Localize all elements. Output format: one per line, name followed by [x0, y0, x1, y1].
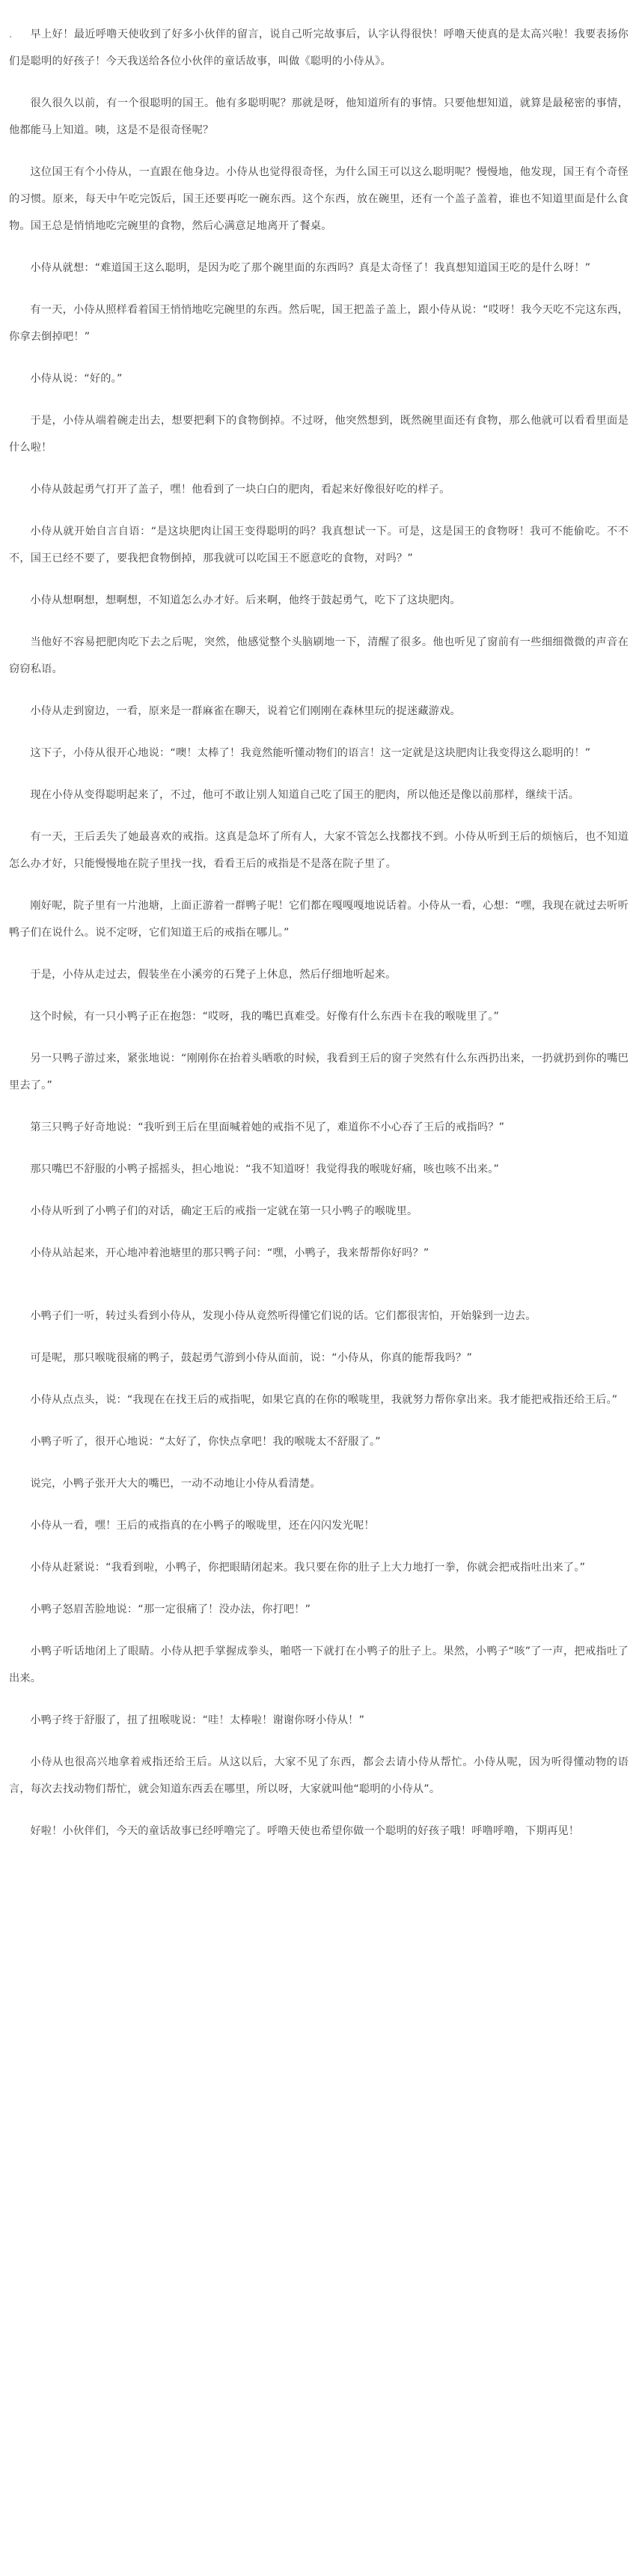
- story-paragraph: 小鸭子怒眉苦脸地说：“那一定很痛了！没办法，你打吧！”: [30, 1604, 311, 1616]
- story-paragraph: 这位国王有个小侍从，一直跟在他身边。小侍从也觉得很奇怪，为什么国王可以这么聪明呢？慢慢地，他发现，国王有个奇怪的习惯。原来，每天中午吃完饭后，国王还要再吃一碗东西。这个东西，放在碗里，还有一个盖子盖着，谁也不知道里面是什么食物。国王总是悄悄地吃完碗里的食物，然后心满意足地离开了餐桌。: [9, 166, 629, 232]
- story-paragraph: 小侍从鼓起勇气打开了盖子，嘿！他看到了一块白白的肥肉，看起来好像很好吃的样子。: [30, 484, 450, 496]
- story-paragraph: 现在小侍从变得聪明起来了，不过，他可不敢让别人知道自己吃了国王的肥肉，所以他还是像以前那样，继续干活。: [30, 789, 580, 801]
- story-paragraph: 小侍从赶紧说：“我看到啦，小鸭子，你把眼睛闭起来。我只要在你的肚子上大力地打一拳，你就会把戒指吐出来了。”: [30, 1562, 586, 1574]
- story-paragraph: 小侍从一看，嘿！王后的戒指真的在小鸭子的喉咙里，还在闪闪发光呢！: [30, 1520, 375, 1532]
- story-paragraph: 那只嘴巴不舒服的小鸭子摇摇头，担心地说：“我不知道呀！我觉得我的喉咙好痛，咳也咳不出来。”: [30, 1163, 500, 1175]
- story-paragraph: 当他好不容易把肥肉吃下去之后呢，突然，他感觉整个头脑刷地一下，清醒了很多。他也听见了窗前有一些细细微微的声音在窃窃私语。: [9, 636, 629, 675]
- story-paragraph: 有一天，王后丢失了她最喜欢的戒指。这真是急坏了所有人，大家不管怎么找都找不到。小侍从听到王后的烦恼后，也不知道怎么办才好，只能慢慢地在院子里找一找，看看王后的戒指是不是落在院子里了。: [9, 831, 629, 870]
- story-paragraph: 小侍从点点头，说：“我现在在找王后的戒指呢，如果它真的在你的喉咙里，我就努力帮你拿出来。我才能把戒指还给王后。”: [30, 1394, 618, 1406]
- story-paragraph: 这个时候，有一只小鸭子正在抱怨：“哎呀，我的嘴巴真难受。好像有什么东西卡在我的喉咙里了。”: [30, 1011, 500, 1023]
- story-paragraph: 有一天，小侍从照样看着国王悄悄地吃完碗里的东西。然后呢，国王把盖子盖上，跟小侍从说：“哎呀！我今天吃不完这东西，你拿去倒掉吧！”: [9, 304, 629, 343]
- story-paragraph: 小鸭子终于舒服了，扭了扭喉咙说：“哇！太棒啦！谢谢你呀小侍从！”: [30, 1714, 365, 1726]
- lead-marker: .: [9, 28, 13, 40]
- story-paragraph: 说完，小鸭子张开大大的嘴巴，一动不动地让小侍从看清楚。: [30, 1478, 321, 1490]
- story-paragraph: 另一只鸭子游过来，紧张地说：“刚刚你在抬着头晒歌的时候，我看到王后的窗子突然有什么东西扔出来，一扔就扔到你的嘴巴里去了。”: [9, 1053, 629, 1091]
- story-paragraph-intro: [9, 21, 629, 75]
- story-paragraph: 小侍从说：“好的。”: [30, 373, 123, 385]
- story-paragraph: 可是呢，那只喉咙很痛的鸭子，鼓起勇气游到小侍从面前，说：“小侍从，你真的能帮我吗？”: [30, 1352, 472, 1364]
- story-paragraph: 小鸭子听了，很开心地说：“太好了，你快点拿吧！我的喉咙太不舒服了。”: [30, 1436, 381, 1448]
- story-paragraph: 于是，小侍从走过去，假装坐在小溪旁的石凳子上休息，然后仔细地听起来。: [30, 969, 397, 981]
- story-paragraph: 这下子，小侍从很开心地说：“噢！太棒了！我竟然能听懂动物们的语言！这一定就是这块肥肉让我变得这么聪明的！”: [30, 747, 591, 759]
- story-paragraph: 很久很久以前，有一个很聪明的国王。他有多聪明呢？那就是呀，他知道所有的事情。只要他想知道，就算是最秘密的事情，他都能马上知道。咦，这是不是很奇怪呢？: [9, 97, 629, 136]
- story-paragraph: 小侍从想啊想，想啊想，不知道怎么办才好。后来啊，他终于鼓起勇气，吃下了这块肥肉。: [30, 594, 461, 606]
- story-paragraph-outro: 好啦！小伙伴们，今天的童话故事已经呼噜完了。呼噜天使也希望你做一个聪明的好孩子哦！呼噜呼噜，下期再见！: [30, 1825, 580, 1837]
- story-paragraph: 小侍从也很高兴地拿着戒指还给王后。从这以后，大家不见了东西，都会去请小侍从帮忙。小侍从呢，因为听得懂动物的语言，每次去找动物们帮忙，就会知道东西丢在哪里，所以呀，大家就叫他“聪明的小侍从”。: [9, 1756, 629, 1795]
- story-paragraph: 第三只鸭子好奇地说：“我听到王后在里面喊着她的戒指不见了，难道你不小心吞了王后的戒指吗？”: [30, 1121, 505, 1133]
- story-paragraph: 小鸭子听话地闭上了眼睛。小侍从把手掌握成拳头，啪嗒一下就打在小鸭子的肚子上。果然，小鸭子“咳”了一声，把戒指吐了出来。: [9, 1645, 629, 1684]
- story-paragraph: 小侍从走到窗边，一看，原来是一群麻雀在聊天，说着它们刚刚在森林里玩的捉迷藏游戏。: [30, 705, 461, 717]
- story-paragraph: 于是，小侍从端着碗走出去，想要把剩下的食物倒掉。不过呀，他突然想到，既然碗里面还有食物，那么他就可以看看里面是什么啦！: [9, 415, 629, 454]
- story-paragraph: 刚好呢，院子里有一片池塘，上面正游着一群鸭子呢！它们都在嘎嘎嘎地说话着。小侍从一看，心想：“嘿，我现在就过去听听鸭子们在说什么。说不定呀，它们知道王后的戒指在哪儿。”: [9, 900, 629, 939]
- story-paragraph: 小侍从听到了小鸭子们的对话，确定王后的戒指一定就在第一只小鸭子的喉咙里。: [30, 1205, 418, 1217]
- story-paragraph: 小侍从就想：“难道国王这么聪明，是因为吃了那个碗里面的东西吗？真是太奇怪了！我真想知道国王吃的是什么呀！”: [30, 262, 591, 274]
- story-paragraph: 小鸭子们一听，转过头看到小侍从，发现小侍从竟然听得懂它们说的话。它们都很害怕，开始躲到一边去。: [30, 1310, 536, 1322]
- story-paragraph: 小侍从就开始自言自语：“是这块肥肉让国王变得聪明的吗？我真想试一下。可是，这是国王的食物呀！我可不能偷吃。不不不，国王已经不要了，要我把食物倒掉，那我就可以吃国王不愿意吃的食物，对吗？”: [9, 526, 629, 564]
- story-paragraph: 小侍从站起来，开心地冲着池塘里的那只鸭子问：“嘿，小鸭子，我来帮帮你好吗？”: [30, 1247, 429, 1259]
- story-paragraph-text: 早上好！最近呼噜天使收到了好多小伙伴的留言，说自己听完故事后，认字认得很快！呼噜天使真的是太高兴啦！我要表扬你们是聪明的好孩子！今天我送给各位小伙伴的童话故事，叫做《聪明的小侍从》。: [9, 28, 629, 67]
